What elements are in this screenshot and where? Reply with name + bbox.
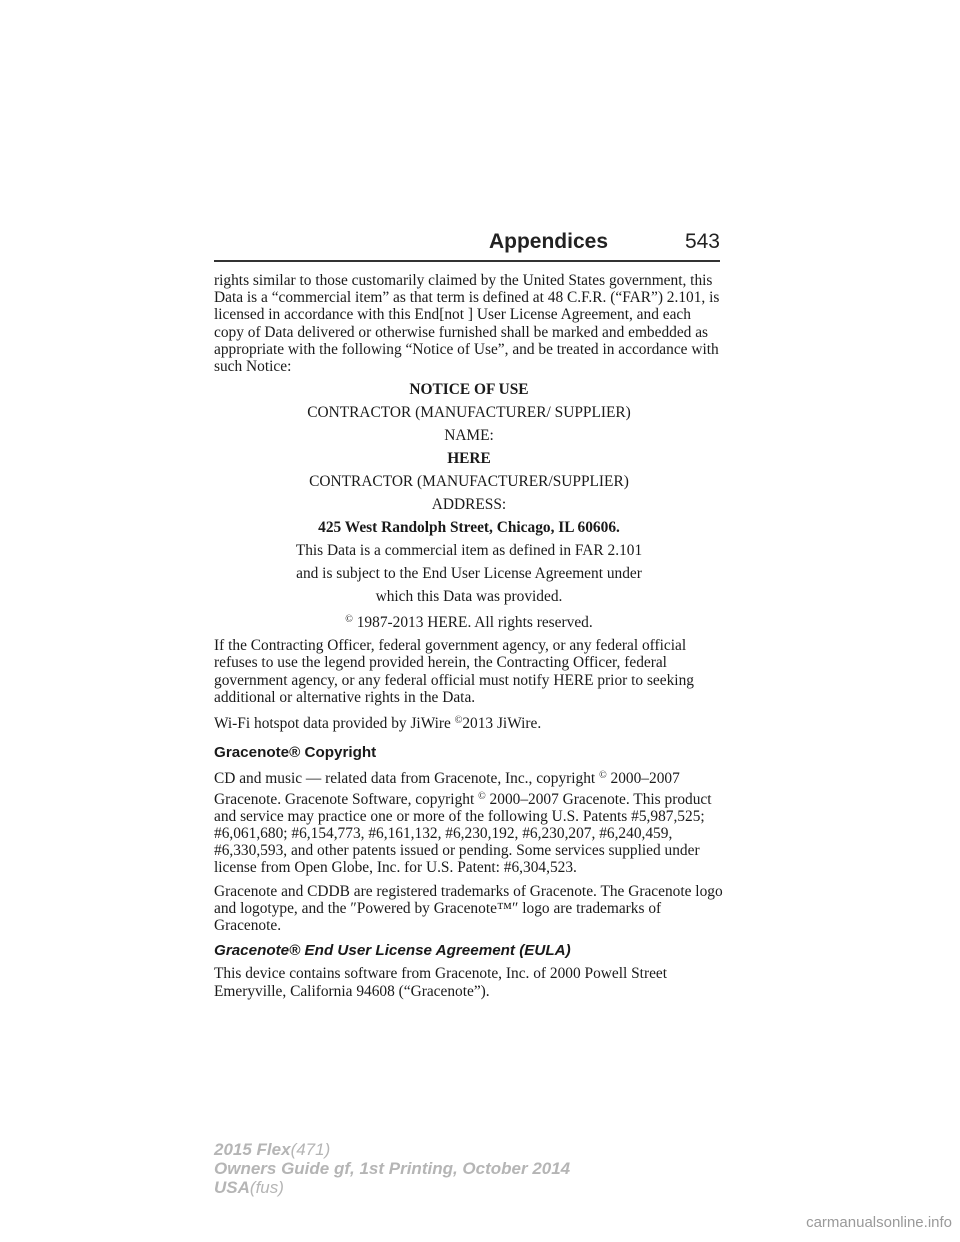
gracenote-paragraph-1 (214, 767, 724, 876)
footer-guide: Owners Guide gf, 1st Printing, October 2014 (214, 1159, 571, 1178)
gracenote-p1-part-b: 2000–2007 Gracenote. Gracenote Software, copyright (214, 770, 680, 808)
footer-line-3 (214, 1178, 570, 1197)
wifi-paragraph (214, 712, 724, 732)
page-number: 543 (684, 230, 720, 253)
notice-line-3: which this Data was provided. (375, 588, 563, 606)
contractor-name: HERE (447, 450, 491, 468)
gracenote-copyright-heading: Gracenote® Copyright (214, 744, 377, 762)
notice-copyright (214, 611, 724, 632)
contractor-name-label-2: NAME: (444, 427, 494, 445)
gracenote-paragraph-2: Gracenote and CDDB are registered trademarks of Gracenote. The Gracenote logo and logotype, and the ″Powered by Gracenote™″ logo are trademarks of Gracenote. (214, 882, 723, 935)
wifi-text-1: Wi-Fi hotspot data provided by JiWire (214, 715, 455, 733)
footer-line-1 (214, 1140, 570, 1159)
notice-title: NOTICE OF USE (409, 381, 529, 399)
contractor-address-label-2: ADDRESS: (431, 496, 507, 514)
wifi-text-2: 2013 JiWire. (462, 715, 542, 733)
footer-market: USA (214, 1178, 250, 1197)
gracenote-copyright-symbol-1: © (599, 770, 607, 782)
gracenote-copyright-symbol-2: © (478, 790, 486, 802)
notice-line-2: and is subject to the End User License Agreement under (296, 565, 642, 583)
contracting-officer-paragraph: If the Contracting Officer, federal government agency, or any federal official refuses to use the legend provided herein, the Contracting Officer, federal government agency, or any federal official must notify HERE prior to seeking additional or alternative rights in the Data. (214, 637, 694, 706)
gracenote-p1-part-c: 2000–2007 Gracenote. This product and service may practice one or more of the following U.S. Patents #5,987,525; #6,061,680; #6,154,773, #6,161,132, #6,230,192, #6,230,207, #6,240,459, #6,330,593, and other patents issued or pending. Some services supplied under license from Open Globe, Inc. for U.S. Patent: #6,304,523. (214, 790, 712, 877)
gracenote-p1-part-a: CD and music — related data from Gracenote, Inc., copyright (214, 770, 600, 788)
section-title: Appendices (488, 230, 608, 253)
contractor-address-label-1: CONTRACTOR (MANUFACTURER/SUPPLIER) (309, 473, 629, 491)
eula-paragraph: This device contains software from Gracenote, Inc. of 2000 Powell Street Emeryville, California 94608 (“Gracenote”). (214, 965, 668, 1000)
notice-line-1: This Data is a commercial item as defined in FAR 2.101 (295, 542, 643, 560)
footer-model-code: (471) (290, 1140, 331, 1159)
contractor-name-label-1: CONTRACTOR (MANUFACTURER/ SUPPLIER) (307, 404, 631, 422)
footer-market-code: (fus) (249, 1178, 284, 1197)
footer-model: 2015 Flex (214, 1140, 291, 1159)
page-body (214, 272, 724, 1006)
notice-copyright-text: 1987-2013 HERE. All rights reserved. (352, 614, 593, 632)
eula-heading: Gracenote® End User License Agreement (EULA) (214, 942, 571, 960)
wifi-copyright-symbol: © (454, 715, 463, 727)
contractor-address: 425 West Randolph Street, Chicago, IL 60606. (318, 519, 620, 537)
copyright-symbol: © (345, 614, 353, 626)
page-header (214, 230, 720, 260)
watermark-link[interactable]: carmanualsonline.info (806, 1214, 952, 1231)
page-footer (214, 1140, 570, 1197)
intro-paragraph: rights similar to those customarily claimed by the United States government, this Data is a “commercial item” as that term is defined at 48 C.F.R. (“FAR”) 2.101, is licensed in accordance with this End[not ] User License Agreement, and each copy of Data delivered or otherwise furnished shall be marked and embedded as appropriate with the following “Notice of Use”, and be treated in accordance with such Notice: (214, 272, 720, 376)
header-divider (214, 260, 720, 262)
